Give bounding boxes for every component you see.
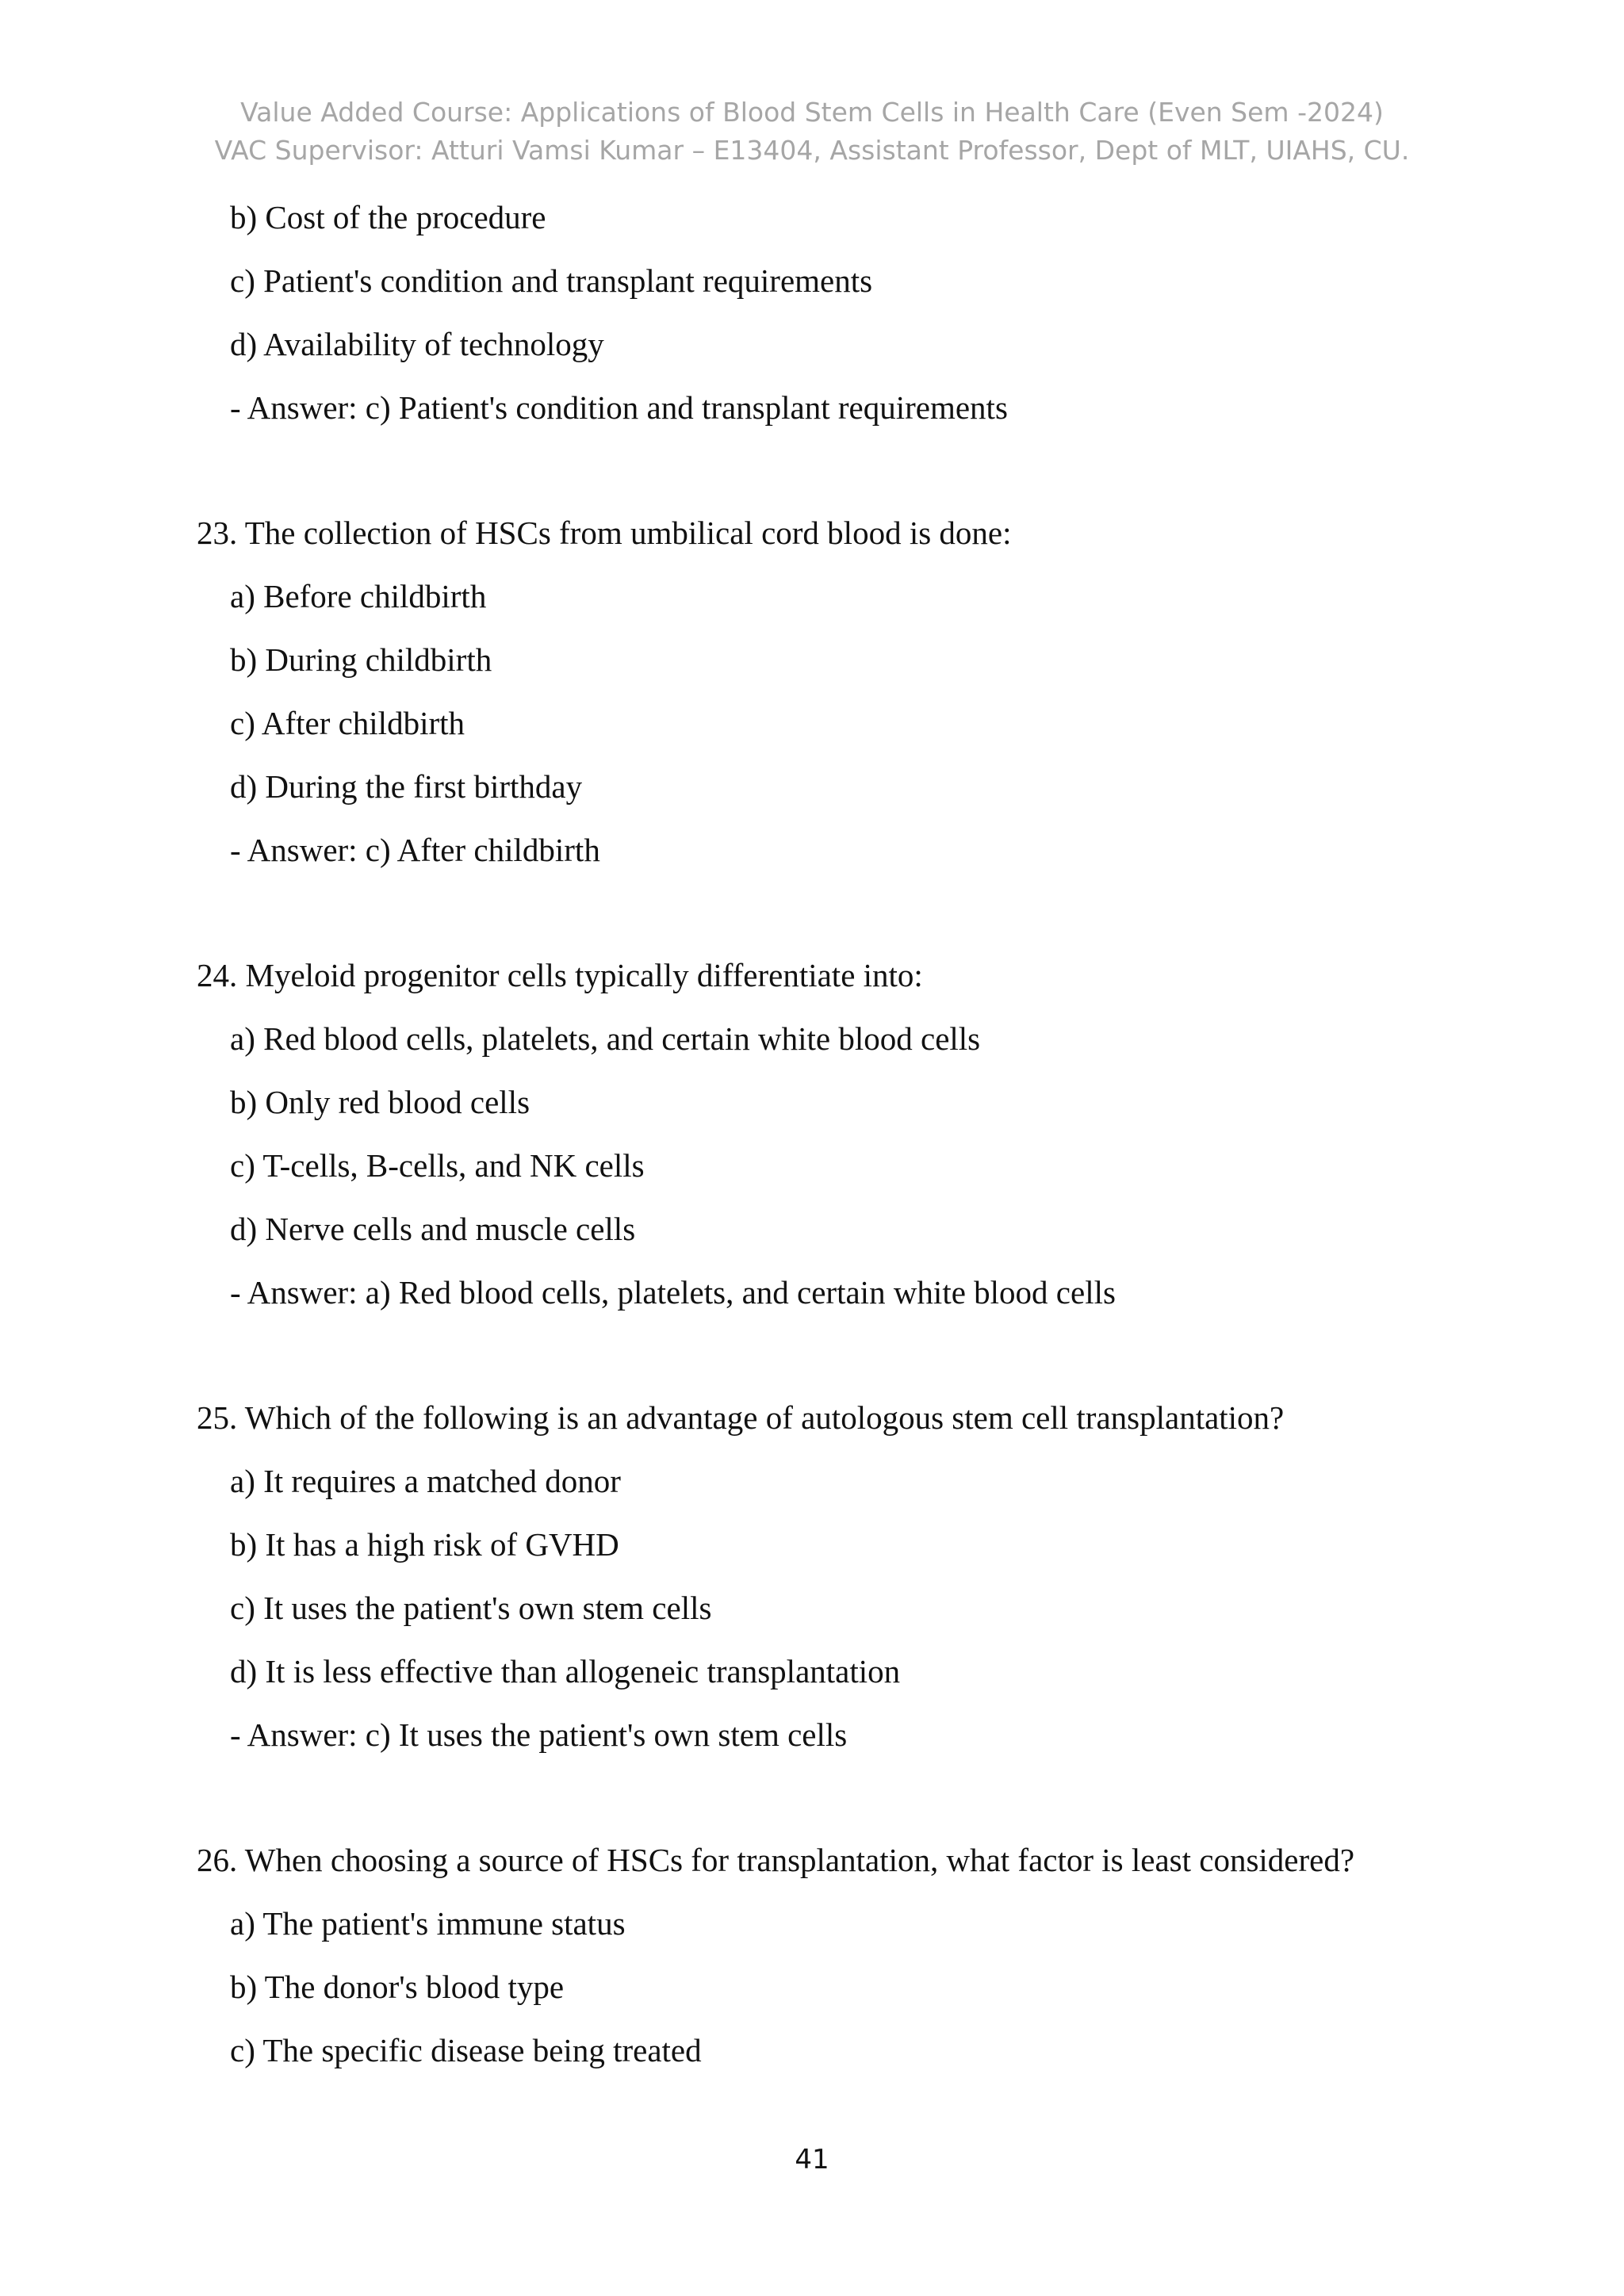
- question-24: 24. Myeloid progenitor cells typically differentiate into:: [197, 957, 923, 993]
- option-line: a) It requires a matched donor: [230, 1463, 621, 1499]
- option-line: c) Patient's condition and transplant requirements: [230, 262, 873, 299]
- option-line: b) Only red blood cells: [230, 1084, 530, 1120]
- option-line: c) After childbirth: [230, 705, 465, 741]
- header-course-title: Value Added Course: Applications of Blood Stem Cells in Health Care (Even Sem -2024): [240, 97, 1384, 128]
- option-line: c) The specific disease being treated: [230, 2032, 702, 2068]
- option-line: b) The donor's blood type: [230, 1969, 565, 2005]
- option-line: d) It is less effective than allogeneic transplantation: [230, 1653, 901, 1689]
- question-26: 26. When choosing a source of HSCs for transplantation, what factor is least considered?: [197, 1842, 1355, 1878]
- option-line: a) Red blood cells, platelets, and certain white blood cells: [230, 1020, 981, 1057]
- header-supervisor: VAC Supervisor: Atturi Vamsi Kumar – E13404, Assistant Professor, Dept of MLT, UIAHS, CU.: [214, 135, 1410, 166]
- option-line: c) T-cells, B-cells, and NK cells: [230, 1147, 645, 1184]
- option-line: b) Cost of the procedure: [230, 199, 546, 235]
- page-header: [0, 94, 1624, 170]
- option-line: a) Before childbirth: [230, 578, 487, 614]
- option-line: a) The patient's immune status: [230, 1905, 626, 1942]
- answer-line: - Answer: a) Red blood cells, platelets, and certain white blood cells: [230, 1274, 1116, 1311]
- answer-line: - Answer: c) It uses the patient's own stem cells: [230, 1716, 848, 1753]
- option-line: b) It has a high risk of GVHD: [230, 1526, 619, 1563]
- option-line: b) During childbirth: [230, 641, 492, 678]
- option-line: d) Availability of technology: [230, 326, 604, 362]
- question-23: 23. The collection of HSCs from umbilical cord blood is done:: [197, 515, 1012, 551]
- option-line: c) It uses the patient's own stem cells: [230, 1590, 712, 1626]
- answer-line: - Answer: c) Patient's condition and transplant requirements: [230, 389, 1008, 426]
- answer-line: - Answer: c) After childbirth: [230, 832, 600, 868]
- question-25: 25. Which of the following is an advantage of autologous stem cell transplantation?: [197, 1399, 1285, 1436]
- page-number: 41: [795, 2144, 829, 2175]
- option-line: d) Nerve cells and muscle cells: [230, 1211, 636, 1247]
- option-line: d) During the first birthday: [230, 768, 583, 805]
